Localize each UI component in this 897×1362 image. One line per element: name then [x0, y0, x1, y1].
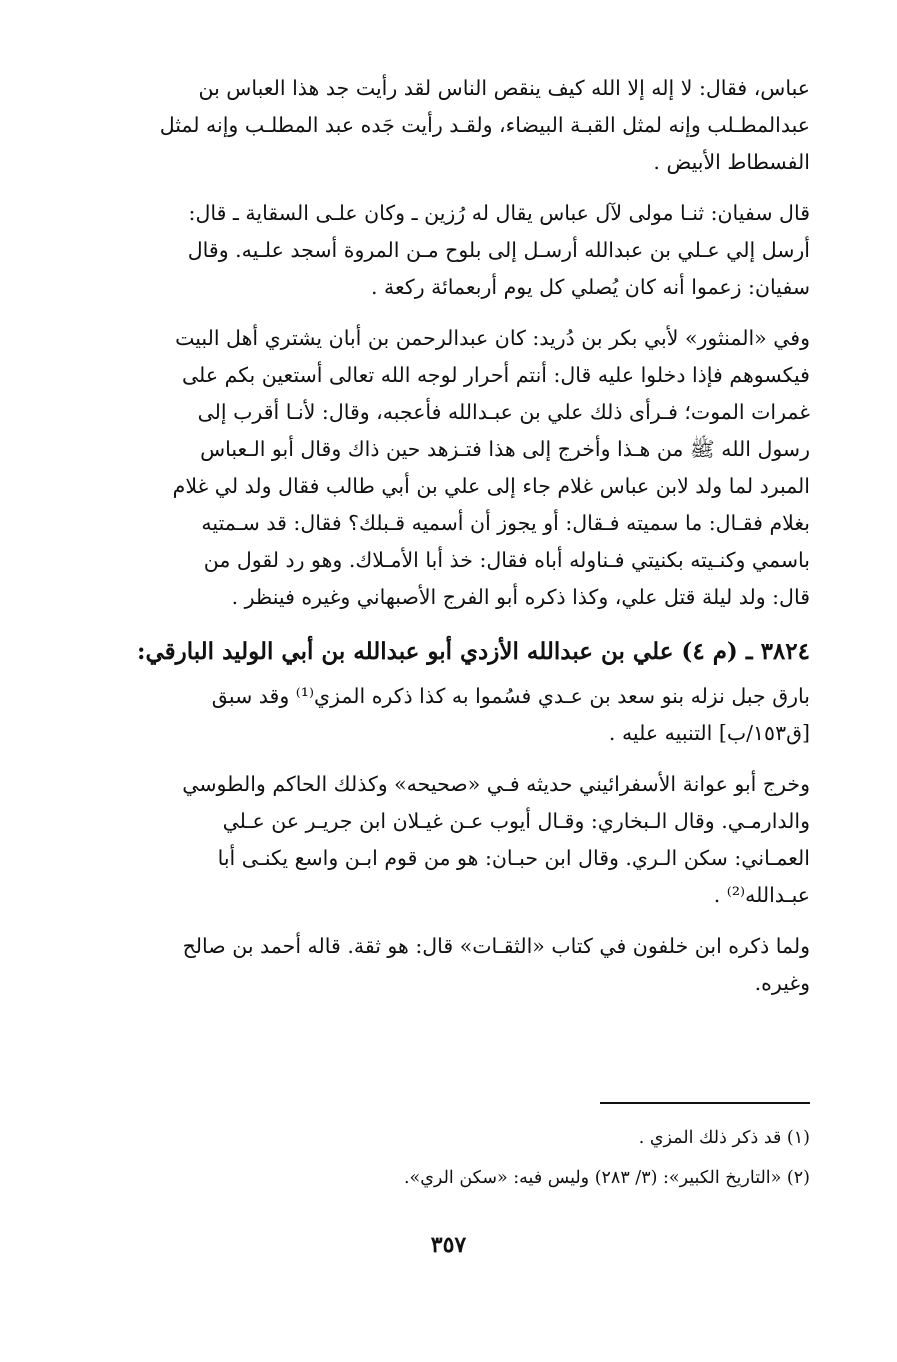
text-line: قال: ولد ليلة قتل علي، وكذا ذكره أبو الفرج الأصبهاني وغيره فينظر .: [231, 585, 810, 609]
text-line: فيكسوهم فإذا دخلوا عليه قال: أنتم أحرار لوجه الله تعالى أستعين بكم على: [181, 363, 810, 387]
footnote-divider: [600, 1102, 810, 1104]
text-line: الفسطاط الأبيض .: [653, 150, 810, 174]
text-line: سفيان: زعموا أنه كان يُصلي كل يوم أربعمائة ركعة .: [371, 275, 810, 299]
text-line: عباس، فقال: لا إله إلا الله كيف ينقص الناس لقد رأيت جد هذا العباس بن: [198, 76, 810, 100]
text-line: عبدالمطـلب وإنه لمثل القبـة البيضاء، ولقـد رأيت جَده عبد المطلـب وإنه لمثل: [159, 113, 810, 137]
paragraph-1: [100, 70, 810, 181]
text-line: والدارمـي. وقال الـبخاري: وقـال أيوب عـن غيـلان ابن جريـر عن عـلي: [222, 809, 810, 833]
footnotes: [100, 1118, 810, 1198]
text-line: عبـدالله⁽²⁾ .: [713, 883, 810, 907]
paragraph-4: [100, 678, 810, 752]
entry-heading: ٣٨٢٤ ـ (م ٤) علي بن عبدالله الأزدي أبو عبدالله بن أبي الوليد البارقي:: [136, 638, 810, 665]
text-line: وخرج أبو عوانة الأسفرائيني حديثه فـي «صحيحه» وكذلك الحاكم والطوسي: [182, 772, 810, 796]
text-line: أرسل إلي عـلي بن عبدالله أرسـل إلى بلوح مـن المروة أسجد علـيه. وقال: [187, 238, 810, 262]
paragraph-3: [100, 320, 810, 616]
paragraph-6: [100, 928, 810, 1002]
footnote: (٢) «التاريخ الكبير»: (٣/ ٢٨٣) وليس فيه: «سكن الري».: [403, 1168, 810, 1188]
text-line: بارق جبل نزله بنو سعد بن عـدي فسُموا به كذا ذكره المزي⁽¹⁾ وقد سبق: [211, 684, 810, 708]
text-line: العمـاني: سكن الـري. وقال ابن حبـان: هو من قوم ابـن واسع يكنـى أبا: [217, 846, 810, 870]
paragraph-2: [100, 195, 810, 306]
text-line: وغيره.: [754, 971, 810, 995]
footnote: (١) قد ذكر ذلك المزي .: [638, 1128, 810, 1148]
text-line: المبرد لما ولد لابن عباس غلام جاء إلى علي بن أبي طالب فقال ولد لي غلام: [172, 474, 810, 498]
text-line: وفي «المنثور» لأبي بكر بن دُريد: كان عبدالرحمن بن أبان يشتري أهل البيت: [175, 326, 810, 350]
text-line: غمرات الموت؛ فـرأى ذلك علي بن عبـدالله فأعجبه، وقال: لأنـا أقرب إلى: [197, 400, 810, 424]
text-line: [ق١٥٣/ب] التنبيه عليه .: [608, 721, 810, 745]
page-number: ٣٥٧: [430, 1232, 467, 1258]
text-line: ولما ذكره ابن خلفون في كتاب «الثقـات» قال: هو ثقة. قاله أحمد بن صالح: [182, 934, 810, 958]
text-line: بغلام فقـال: ما سميته فـقال: أو يجوز أن أسميه قـبلك؟ فقال: قد سـمتيه: [201, 511, 810, 535]
paragraph-5: [100, 766, 810, 914]
text-line: قال سفيان: ثنـا مولى لآل عباس يقال له رُزين ـ وكان علـى السقاية ـ قال:: [188, 201, 810, 225]
text-line: رسول الله ﷺ من هـذا وأخرج إلى هذا فتـزهد حين ذاك وقال أبو الـعباس: [200, 437, 810, 461]
page-body: [100, 70, 810, 1188]
text-line: باسمي وكنـيته بكنيتي فـناوله أباه فقال: خذ أبا الأمـلاك. وهو رد لقول من: [203, 548, 810, 572]
